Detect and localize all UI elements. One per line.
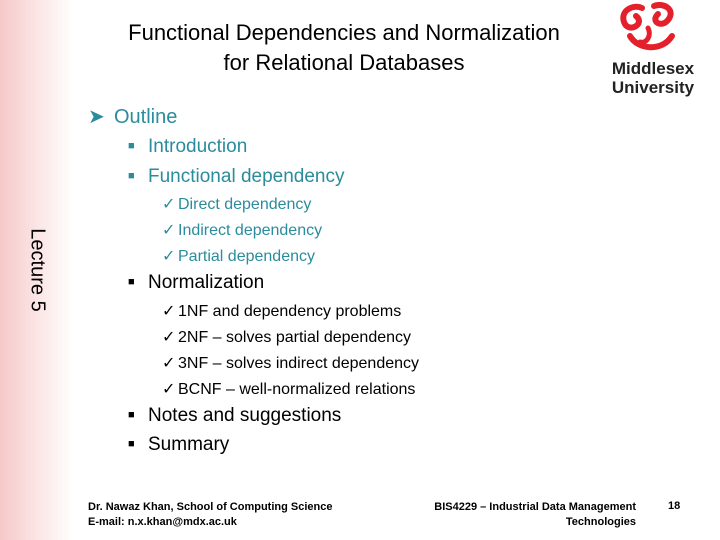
arrow-bullet-icon: ➤ bbox=[88, 106, 105, 128]
footer-course-line-1: BIS4229 – Industrial Data Management bbox=[434, 501, 636, 513]
list-item bbox=[128, 434, 229, 456]
sub-list-item-text: Partial dependency bbox=[178, 248, 315, 265]
square-bullet-icon: ■ bbox=[128, 276, 135, 288]
check-bullet-icon: ✓ bbox=[162, 381, 176, 398]
footer-course-block bbox=[400, 500, 636, 530]
sub-list-item-text: 1NF and dependency problems bbox=[178, 303, 402, 320]
check-bullet-icon: ✓ bbox=[162, 329, 176, 346]
sub-list-item-text: Direct dependency bbox=[178, 196, 312, 213]
outline-label: Outline bbox=[114, 106, 178, 128]
footer-email: E-mail: n.x.khan@mdx.ac.uk bbox=[88, 516, 237, 528]
list-item-text: Normalization bbox=[148, 272, 265, 293]
logo-line-2: University bbox=[611, 78, 695, 97]
list-item bbox=[128, 136, 247, 158]
footer-author-block bbox=[88, 500, 332, 530]
sub-list-item-text: BCNF – well-normalized relations bbox=[178, 381, 416, 398]
sidebar-band bbox=[0, 0, 74, 540]
footer-course-line-2: Technologies bbox=[565, 516, 636, 528]
outline-heading bbox=[88, 104, 177, 129]
check-bullet-icon: ✓ bbox=[162, 303, 176, 320]
list-item bbox=[128, 272, 264, 294]
sub-list-item bbox=[162, 246, 315, 266]
sub-list-item-text: 3NF – solves indirect dependency bbox=[178, 355, 420, 372]
list-item-text: Introduction bbox=[148, 136, 248, 157]
sub-list-item bbox=[162, 220, 322, 240]
list-item bbox=[128, 166, 344, 188]
check-bullet-icon: ✓ bbox=[162, 355, 176, 372]
list-item-text: Functional dependency bbox=[148, 166, 345, 187]
check-bullet-icon: ✓ bbox=[162, 248, 176, 265]
sub-list-item bbox=[162, 301, 401, 321]
logo-line-1: Middlesex bbox=[611, 59, 695, 78]
university-logo bbox=[606, 2, 706, 102]
list-item bbox=[128, 405, 341, 427]
sub-list-item bbox=[162, 353, 419, 373]
sub-list-item bbox=[162, 379, 415, 399]
slide-title bbox=[90, 18, 598, 78]
check-bullet-icon: ✓ bbox=[162, 196, 176, 213]
sub-list-item bbox=[162, 327, 411, 347]
footer-author: Dr. Nawaz Khan, School of Computing Science bbox=[88, 501, 333, 513]
square-bullet-icon: ■ bbox=[128, 170, 135, 182]
sub-list-item bbox=[162, 194, 311, 214]
page-number: 18 bbox=[668, 500, 681, 512]
list-item-text: Summary bbox=[148, 434, 230, 455]
lecture-label: Lecture 5 bbox=[26, 228, 49, 312]
sub-list-item-text: Indirect dependency bbox=[178, 222, 323, 239]
square-bullet-icon: ■ bbox=[128, 409, 135, 421]
square-bullet-icon: ■ bbox=[128, 438, 135, 450]
title-line-1: Functional Dependencies and Normalization bbox=[128, 20, 560, 45]
list-item-text: Notes and suggestions bbox=[148, 405, 342, 426]
middlesex-swirl-logo-icon bbox=[606, 2, 700, 58]
check-bullet-icon: ✓ bbox=[162, 222, 176, 239]
square-bullet-icon: ■ bbox=[128, 140, 135, 152]
sub-list-item-text: 2NF – solves partial dependency bbox=[178, 329, 412, 346]
title-line-2: for Relational Databases bbox=[223, 50, 465, 75]
